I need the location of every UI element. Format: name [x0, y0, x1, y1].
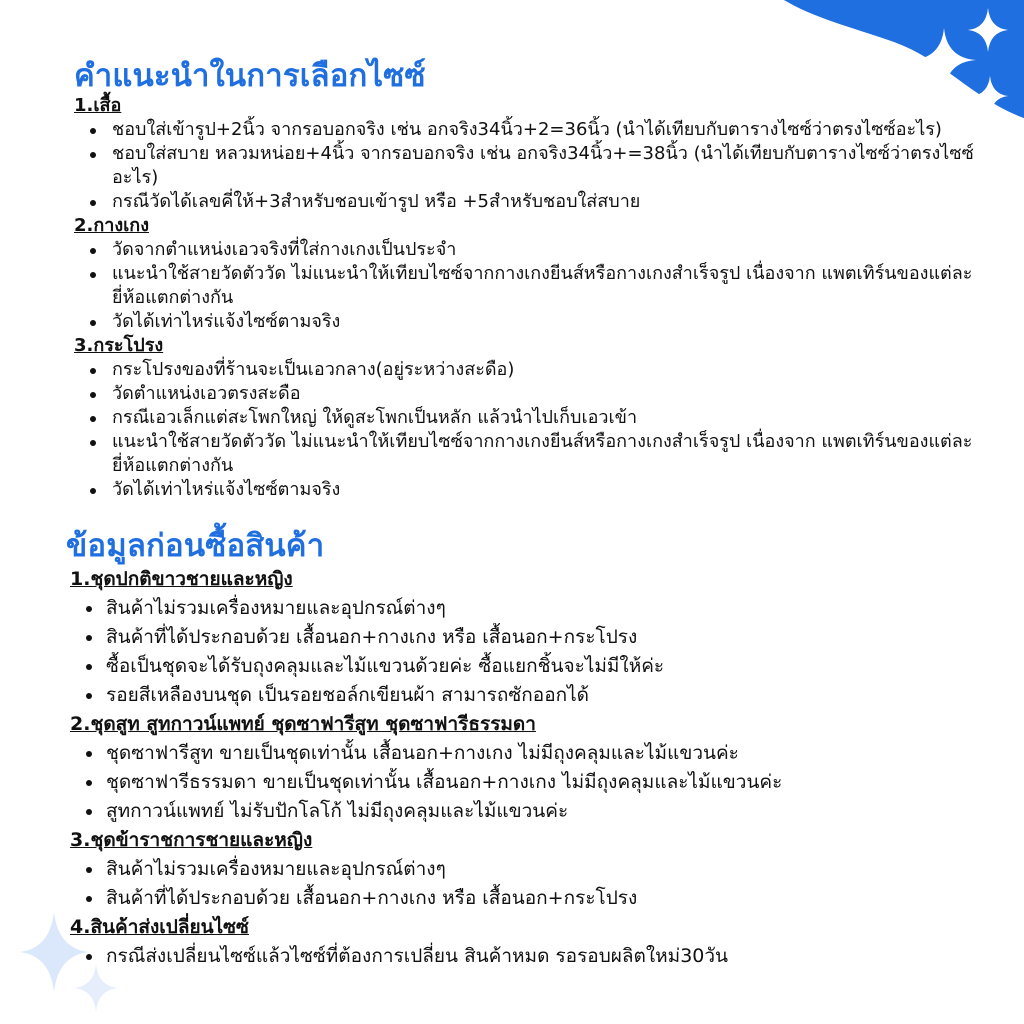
section-heading: 3.ชุดข้าราชการชายและหญิง [70, 829, 313, 851]
list-item: แนะนำใช้สายวัดตัววัด ไม่แนะนำให้เทียบไซซ์จากกางเกงยีนส์หรือกางเกงสำเร็จรูป เนื่องจาก แพตเทิร์นของแต่ละยี่ห้อแตกต่างกัน [70, 430, 990, 478]
list-item: สินค้าที่ได้ประกอบด้วย เสื้อนอก+กางเกง หรือ เสื้อนอก+กระโปรง [70, 623, 970, 652]
purchase-info-title: ข้อมูลก่อนซื้อสินค้า [66, 528, 325, 564]
list-item: กรณีเอวเล็กแต่สะโพกใหญ่ ให้ดูสะโพกเป็นหลัก แล้วนำไปเก็บเอวเข้า [70, 406, 990, 430]
list-item: กรณีส่งเปลี่ยนไซซ์แล้วไซซ์ที่ต้องการเปลี่ยน สินค้าหมด รอรอบผลิตใหม่30วัน [70, 942, 970, 971]
list-item: สินค้าไม่รวมเครื่องหมายและอุปกรณ์ต่างๆ [70, 594, 970, 623]
list-item: กรณีวัดได้เลขคี่ให้+3สำหรับชอบเข้ารูป หรือ +5สำหรับชอบใส่สบาย [70, 190, 990, 214]
list-item: แนะนำใช้สายวัดตัววัด ไม่แนะนำให้เทียบไซซ์จากกางเกงยีนส์หรือกางเกงสำเร็จรูป เนื่องจาก แพตเทิร์นของแต่ละยี่ห้อแตกต่างกัน [70, 262, 990, 310]
size-guide-content [70, 94, 990, 502]
list-item: ชุดซาฟารีสูท ขายเป็นชุดเท่านั้น เสื้อนอก+กางเกง ไม่มีถุงคลุมและไม้แขวนค่ะ [70, 739, 970, 768]
section-heading: 3.กระโปรง [74, 335, 164, 356]
section-heading: 4.สินค้าส่งเปลี่ยนไซซ์ [70, 916, 249, 938]
bullet-list [70, 855, 970, 913]
purchase-info-content [70, 565, 970, 971]
list-item: วัดได้เท่าไหร่แจ้งไซซ์ตามจริง [70, 478, 990, 502]
bullet-list [70, 238, 990, 334]
list-item: กระโปรงของที่ร้านจะเป็นเอวกลาง(อยู่ระหว่างสะดือ) [70, 358, 990, 382]
size-guide-title: คำแนะนำในการเลือกไซซ์ [74, 58, 426, 94]
bullet-list [70, 118, 990, 214]
list-item: สินค้าที่ได้ประกอบด้วย เสื้อนอก+กางเกง หรือ เสื้อนอก+กระโปรง [70, 884, 970, 913]
bullet-list [70, 358, 990, 502]
list-item: ซื้อเป็นชุดจะได้รับถุงคลุมและไม้แขวนด้วยค่ะ ซื้อแยกชิ้นจะไม่มีให้ค่ะ [70, 652, 970, 681]
list-item: รอยสีเหลืองบนชุด เป็นรอยชอล์กเขียนผ้า สามารถซักออกได้ [70, 681, 970, 710]
list-item: ชอบใส่สบาย หลวมหน่อย+4นิ้ว จากรอบอกจริง เช่น อกจริง34นิ้ว+=38นิ้ว (นำได้เทียบกับตารางไซซ์ว่าตรงไซซ์อะไร) [70, 142, 990, 190]
bullet-list [70, 942, 970, 971]
section-heading: 1.เสื้อ [74, 95, 122, 116]
section-heading: 1.ชุดปกติขาวชายและหญิง [70, 568, 293, 590]
list-item: วัดจากตำแหน่งเอวจริงที่ใส่กางเกงเป็นประจำ [70, 238, 990, 262]
list-item: สูทกาวน์แพทย์ ไม่รับปักโลโก้ ไม่มีถุงคลุมและไม้แขวนค่ะ [70, 797, 970, 826]
section-heading: 2.กางเกง [74, 215, 149, 236]
section-heading: 2.ชุดสูท สูทกาวน์แพทย์ ชุดซาฟารีสูท ชุดซาฟารีธรรมดา [70, 713, 536, 735]
list-item: วัดได้เท่าไหร่แจ้งไซซ์ตามจริง [70, 310, 990, 334]
list-item: ชุดซาฟารีธรรมดา ขายเป็นชุดเท่านั้น เสื้อนอก+กางเกง ไม่มีถุงคลุมและไม้แขวนค่ะ [70, 768, 970, 797]
list-item: ชอบใส่เข้ารูป+2นิ้ว จากรอบอกจริง เช่น อกจริง34นิ้ว+2=36นิ้ว (นำได้เทียบกับตารางไซซ์ว่าตรงไซซ์อะไร) [70, 118, 990, 142]
list-item: วัดตำแหน่งเอวตรงสะดือ [70, 382, 990, 406]
bullet-list [70, 739, 970, 826]
list-item: สินค้าไม่รวมเครื่องหมายและอุปกรณ์ต่างๆ [70, 855, 970, 884]
bullet-list [70, 594, 970, 710]
